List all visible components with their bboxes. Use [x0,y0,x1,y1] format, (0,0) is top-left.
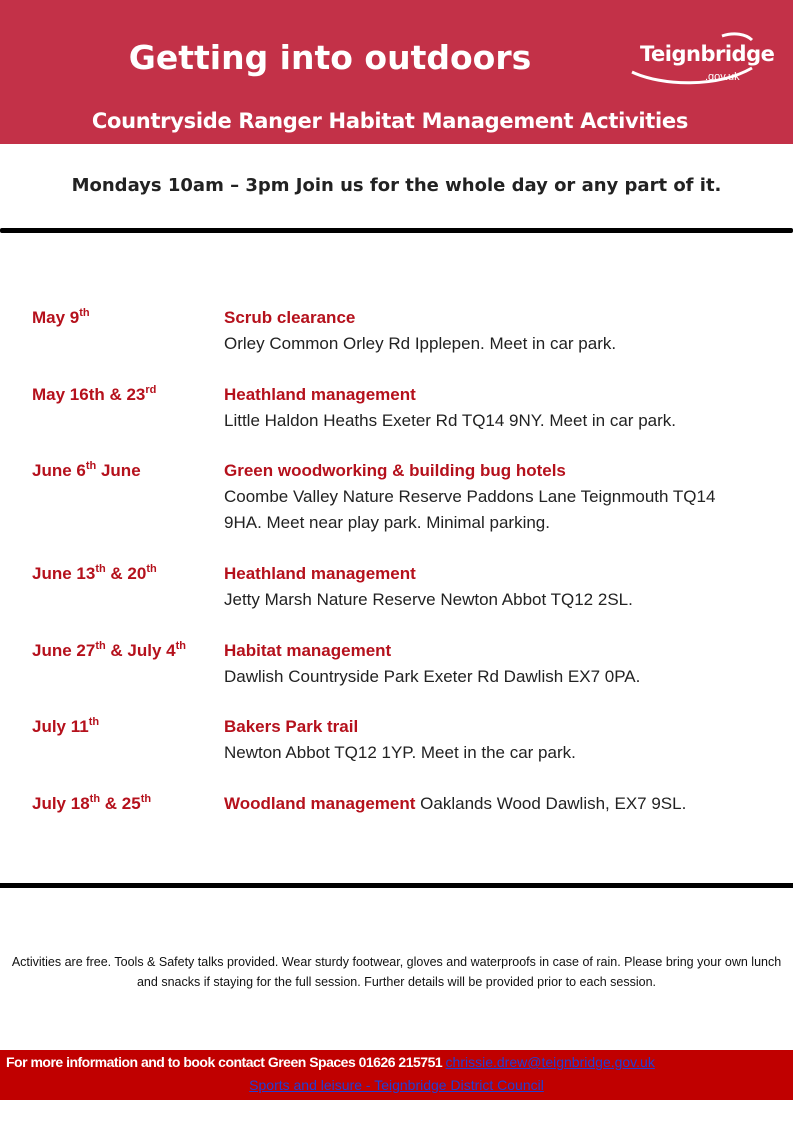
ordinal-suffix: th [140,793,152,805]
event-location: Little Haldon Heaths Exeter Rd TQ14 9NY. Meet in car park. [224,411,676,430]
email-link[interactable]: chrissie.drew@teignbridge.gov.uk [445,1054,655,1070]
event-name: Heathland management [224,564,416,583]
ordinal-suffix: th [89,793,101,805]
footnote-text: Activities are free. Tools & Safety talks provided. Wear sturdy footwear, gloves and waterproofs in case of rain. Please bring your own lunch and snacks if staying for the full session. Further details will be provided prior to each session. [11,955,782,989]
event-name: Scrub clearance [224,308,356,327]
logo-domain: .gov.uk [705,71,740,83]
event-detail [224,714,754,766]
header-banner [0,0,793,144]
ordinal-suffix: th [95,563,106,575]
contact-line-2 [0,1077,793,1093]
ordinal-suffix: rd [145,384,157,396]
event-date: May 16th & 23rd [32,384,157,404]
event-location: Jetty Marsh Nature Reserve Newton Abbot TQ12 2SL. [224,590,633,609]
event-name: Habitat management [224,641,392,660]
event-location: Coombe Valley Nature Reserve Paddons Lane Teignmouth TQ14 9HA. Meet near play park. Minimal parking. [224,487,716,532]
contact-line [6,1054,655,1070]
page-subtitle: Countryside Ranger Habitat Management Activities [91,109,689,133]
event-detail [224,305,754,357]
ordinal-suffix: th [79,307,90,319]
event-location: Dawlish Countryside Park Exeter Rd Dawlish EX7 0PA. [224,667,641,686]
bottom-divider [0,883,793,888]
event-name: Bakers Park trail [224,717,359,736]
top-divider [0,228,793,233]
event-detail [224,458,754,536]
event-date: June 6th June [32,460,141,480]
page-title: Getting into outdoors [128,38,532,77]
event-date: June 13th & 20th [32,563,157,583]
schedule-note: Mondays 10am – 3pm Join us for the whole day or any part of it. [71,175,722,196]
event-name: Woodland management [224,794,416,813]
contact-bar [0,1050,793,1100]
event-name: Heathland management [224,385,416,404]
event-date: June 27th & July 4th [32,640,187,660]
event-date: July 11th [32,716,100,736]
logo-name: Teignbridge [640,42,775,66]
event-location: Oaklands Wood Dawlish, EX7 9SL. [420,794,687,813]
event-detail [224,791,754,817]
event-date: May 9th [32,307,90,327]
ordinal-suffix: th [95,640,106,652]
event-name: Green woodworking & building bug hotels [224,461,566,480]
ordinal-suffix: th [146,563,157,575]
ordinal-suffix: th [85,460,97,472]
contact-info: For more information and to book contact Green Spaces 01626 215751 [6,1054,446,1070]
ordinal-suffix: th [88,716,100,728]
teignbridge-logo [622,28,775,98]
event-date: July 18th & 25th [32,793,152,813]
event-location: Orley Common Orley Rd Ipplepen. Meet in car park. [224,334,617,353]
event-detail [224,638,754,690]
event-detail [224,382,754,434]
event-detail [224,561,754,613]
ordinal-suffix: th [175,640,187,652]
event-location: Newton Abbot TQ12 1YP. Meet in the car park. [224,743,576,762]
sports-leisure-link[interactable]: Sports and leisure - Teignbridge District Council [249,1077,544,1093]
